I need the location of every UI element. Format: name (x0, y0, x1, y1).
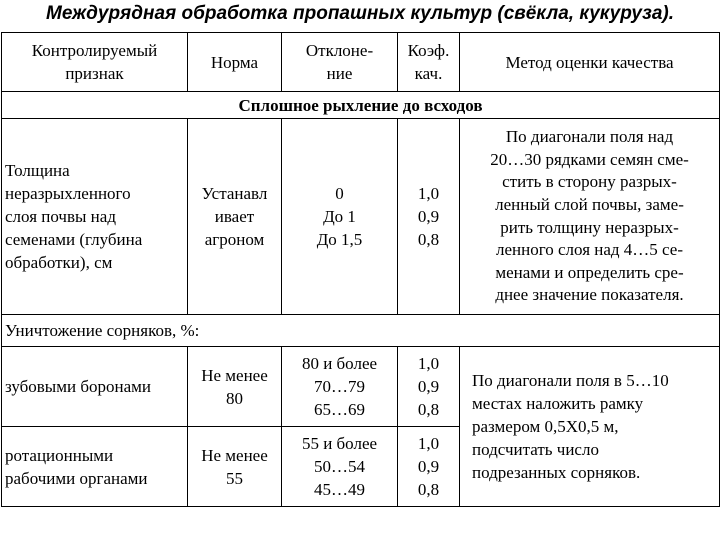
feature-cell: ротационными рабочими органами (2, 427, 188, 507)
feature-cell: Толщина неразрыхленного слоя почвы над семенами (глубина обработки), см (2, 119, 188, 315)
deviation-cell: 0 До 1 До 1,5 (282, 119, 398, 315)
page-title: Междурядная обработка пропашных культур (свёкла, кукуруза). (46, 3, 674, 24)
norm-cell: Не менее 80 (188, 347, 282, 427)
feature-cell: зубовыми боронами (2, 347, 188, 427)
section-row (2, 92, 720, 119)
header-method: Метод оценки качества (460, 33, 720, 92)
norm-cell: Не менее 55 (188, 427, 282, 507)
header-feature: Контролируемый признак (2, 33, 188, 92)
section-title-loosening: Сплошное рыхление до всходов (2, 92, 720, 119)
table-row (2, 119, 720, 315)
deviation-cell: 55 и более 50…54 45…49 (282, 427, 398, 507)
coef-cell: 1,0 0,9 0,8 (398, 347, 460, 427)
header-norm: Норма (188, 33, 282, 92)
method-cell: По диагонали поля над 20…30 рядками семян сме- стить в сторону разрых- ленный слой почвы, заме- рить толщину неразрых- ленного слоя над 4…5 се- менами и определить сре- днее значение показателя. (460, 119, 720, 315)
norm-cell: Устанавл ивает агроном (188, 119, 282, 315)
header-row (2, 33, 720, 92)
deviation-cell: 80 и более 70…79 65…69 (282, 347, 398, 427)
section-title-weeds: Уничтожение сорняков, %: (2, 315, 720, 347)
coef-cell: 1,0 0,9 0,8 (398, 427, 460, 507)
header-deviation: Отклоне- ние (282, 33, 398, 92)
header-coef: Коэф. кач. (398, 33, 460, 92)
table-row (2, 347, 720, 427)
quality-table (1, 32, 720, 507)
method-cell-weeds: По диагонали поля в 5…10 местах наложить рамку размером 0,5Х0,5 м, подсчитать число подрезанных сорняков. (460, 347, 720, 507)
coef-cell: 1,0 0,9 0,8 (398, 119, 460, 315)
section-row (2, 315, 720, 347)
